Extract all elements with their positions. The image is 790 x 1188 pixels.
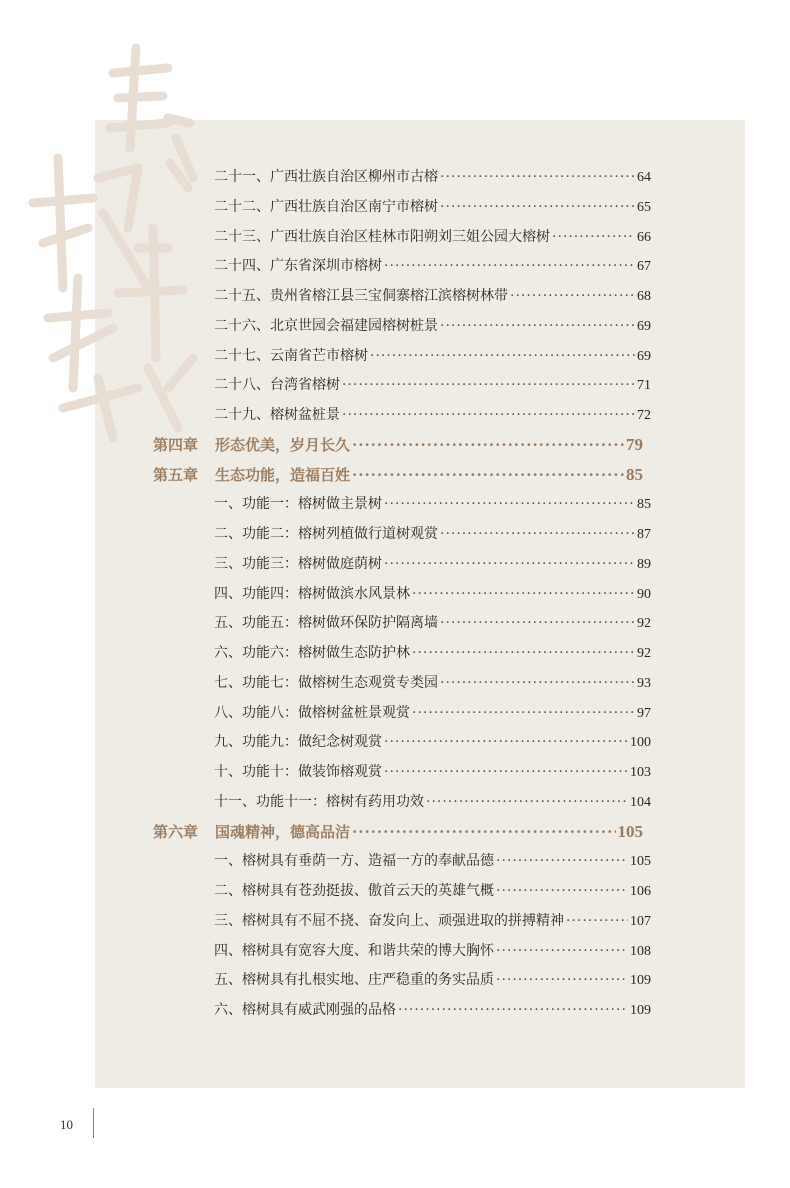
toc-page-number: 90 (637, 586, 651, 602)
toc-section-entry[interactable] (214, 523, 651, 543)
toc-chapter-entry[interactable] (153, 464, 643, 485)
toc-section-entry[interactable] (214, 761, 651, 781)
toc-entry-title: 三、功能三：榕树做庭荫树 (214, 555, 382, 572)
toc-entry-title: 一、榕树具有垂荫一方、造福一方的奉献品德 (214, 853, 494, 870)
dot-leader (440, 615, 635, 631)
dot-leader (352, 823, 615, 841)
toc-section-entry[interactable] (214, 166, 651, 186)
toc-page-number: 69 (637, 348, 651, 364)
toc-page-number: 100 (630, 735, 651, 751)
toc-entry-title (153, 464, 350, 485)
toc-page-number: 104 (630, 794, 651, 810)
toc-entry-title: 十一、功能十一：榕树有药用功效 (214, 793, 424, 810)
toc-entry-title: 十、功能十：做装饰榕观赏 (214, 764, 382, 780)
toc-entry-title (153, 821, 350, 842)
toc-entry-title: 二十九、榕树盆桩景 (214, 407, 340, 423)
toc-page-number: 93 (637, 675, 651, 691)
toc-section-entry[interactable] (214, 226, 651, 246)
dot-leader (370, 348, 635, 364)
dot-leader (342, 377, 635, 393)
toc-section-entry[interactable] (214, 791, 651, 811)
dot-leader (552, 229, 635, 245)
toc-section-entry[interactable] (214, 940, 651, 960)
toc-chapter-entry[interactable] (153, 434, 643, 455)
toc-section-entry[interactable] (214, 850, 651, 870)
toc-page-number: 85 (637, 497, 651, 513)
dot-leader (440, 169, 635, 185)
dot-leader (352, 466, 624, 484)
toc-entry-title: 二十三、广西壮族自治区桂林市阳朔刘三姐公园大榕树 (214, 228, 550, 245)
toc-entry-title: 二十八、台湾省榕树 (214, 377, 340, 394)
chapter-number: 第六章 (153, 822, 199, 841)
dot-leader (384, 496, 635, 512)
dot-leader (566, 913, 628, 929)
toc-entry-title: 四、功能四：榕树做滨水风景林 (214, 585, 410, 602)
toc-section-entry[interactable] (214, 196, 651, 216)
dot-leader (384, 556, 635, 572)
toc-page-number: 92 (637, 616, 651, 632)
toc-page-number: 65 (637, 199, 651, 215)
toc-section-entry[interactable] (214, 910, 651, 930)
toc-page-number: 105 (617, 821, 643, 841)
toc-page-number: 92 (637, 646, 651, 661)
toc-entry-title: 二十一、广西壮族自治区柳州市古榕 (214, 169, 438, 185)
toc-page-number: 109 (630, 1003, 651, 1018)
toc-section-entry[interactable] (214, 702, 651, 722)
toc-entry-title: 二十六、北京世园会福建园榕树桩景 (214, 317, 438, 334)
toc-page-number: 68 (637, 289, 651, 304)
dot-leader (412, 705, 635, 721)
toc-section-entry[interactable] (214, 345, 651, 365)
toc-page-number: 71 (637, 378, 651, 394)
dot-leader (384, 764, 628, 780)
toc-entry-title: 九、功能九：做纪念树观赏 (214, 734, 382, 751)
dot-leader (352, 436, 624, 454)
toc-section-entry[interactable] (214, 255, 651, 275)
toc-page-number: 105 (630, 854, 651, 870)
toc-entry-title: 七、功能七：做榕树生态观赏专类园 (214, 674, 438, 691)
toc-section-entry[interactable] (214, 969, 651, 989)
toc-section-entry[interactable] (214, 553, 651, 573)
toc-section-entry[interactable] (214, 642, 651, 662)
toc-page-number: 107 (630, 913, 651, 929)
toc-page-number: 67 (637, 259, 651, 275)
toc-section-entry[interactable] (214, 493, 651, 513)
chapter-title: 形态优美，岁月长久 (215, 435, 351, 454)
folio-divider (93, 1108, 94, 1138)
dot-leader (384, 734, 628, 750)
dot-leader (412, 645, 635, 661)
toc-entry-title: 二十四、广东省深圳市榕树 (214, 258, 382, 275)
toc-section-entry[interactable] (214, 612, 651, 632)
toc-section-entry[interactable] (214, 315, 651, 335)
toc-page-number: 79 (626, 434, 643, 454)
chapter-title: 生态功能，造福百姓 (215, 465, 351, 484)
toc-page-number: 103 (630, 765, 651, 780)
toc-page-number: 87 (637, 527, 651, 542)
toc-entry-title: 二十二、广西壮族自治区南宁市榕树 (214, 198, 438, 215)
dot-leader (440, 318, 635, 334)
toc-entry-title: 五、功能五：榕树做环保防护隔离墙 (214, 615, 438, 632)
toc-page-number: 106 (630, 884, 651, 899)
toc-page-number: 66 (637, 229, 651, 245)
toc-section-entry[interactable] (214, 731, 651, 751)
toc-page-number: 108 (630, 943, 651, 959)
toc-entry-title: 六、功能六：榕树做生态防护林 (214, 645, 410, 661)
toc-entry-title (153, 434, 350, 455)
chapter-number: 第五章 (153, 465, 199, 484)
toc-entry-title: 二十七、云南省芒市榕树 (214, 347, 368, 364)
toc-entry-title: 一、功能一：榕树做主景树 (214, 496, 382, 513)
toc-page-number: 69 (637, 318, 651, 334)
toc-entry-title: 五、榕树具有扎根实地、庄严稳重的务实品质 (214, 972, 494, 989)
toc-entry-title: 六、榕树具有威武刚强的品格 (214, 1002, 396, 1018)
toc-section-entry[interactable] (214, 285, 651, 305)
toc-chapter-entry[interactable] (153, 821, 643, 842)
toc-section-entry[interactable] (214, 404, 651, 424)
toc-entry-title: 八、功能八：做榕树盆桩景观赏 (214, 704, 410, 721)
toc-entry-title: 四、榕树具有宽容大度、和谐共荣的博大胸怀 (214, 942, 494, 959)
toc-page-number: 109 (630, 973, 651, 989)
toc-page-number: 72 (637, 408, 651, 423)
toc-section-entry[interactable] (214, 374, 651, 394)
dot-leader (496, 883, 628, 899)
toc-entry-title: 三、榕树具有不屈不挠、奋发向上、顽强进取的拼搏精神 (214, 912, 564, 929)
toc-page-number: 85 (626, 464, 643, 484)
dot-leader (496, 853, 628, 869)
dot-leader (412, 586, 635, 602)
toc-page-number: 64 (637, 170, 651, 185)
chapter-title: 国魂精神，德高品洁 (215, 822, 351, 841)
dot-leader (496, 972, 628, 988)
toc-entry-title: 二十五、贵州省榕江县三宝侗寨榕江滨榕树林带 (214, 288, 508, 304)
toc-section-entry[interactable] (214, 999, 651, 1019)
dot-leader (342, 407, 635, 423)
dot-leader (398, 1002, 628, 1018)
watermark-calligraphy (18, 28, 198, 448)
page-number: 10 (60, 1117, 73, 1132)
dot-leader (510, 288, 635, 304)
toc-page-number: 97 (637, 705, 651, 721)
chapter-number: 第四章 (153, 435, 199, 454)
toc-section-entry[interactable] (214, 583, 651, 603)
toc-entry-title: 二、榕树具有苍劲挺拔、傲首云天的英雄气概 (214, 883, 494, 899)
toc-entry-title: 二、功能二：榕树列植做行道树观赏 (214, 526, 438, 542)
dot-leader (440, 675, 635, 691)
toc-section-entry[interactable] (214, 880, 651, 900)
dot-leader (440, 199, 635, 215)
toc-section-entry[interactable] (214, 672, 651, 692)
dot-leader (426, 794, 628, 810)
dot-leader (384, 258, 635, 274)
dot-leader (496, 943, 628, 959)
toc-page-number: 89 (637, 556, 651, 572)
dot-leader (440, 526, 635, 542)
